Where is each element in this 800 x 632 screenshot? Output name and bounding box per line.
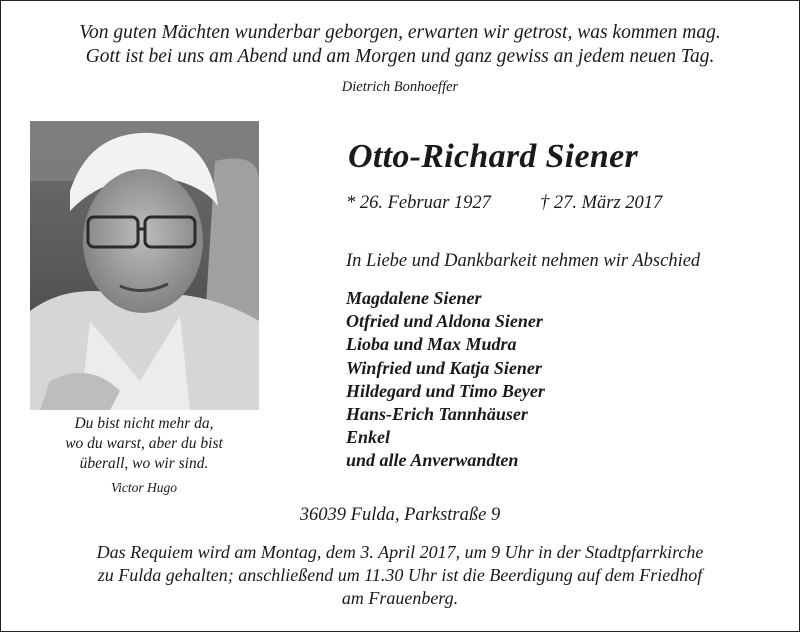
mourner-item: und alle Anverwandten — [346, 450, 519, 471]
portrait-photo-image — [30, 121, 259, 410]
announcement-line: Das Requiem wird am Montag, dem 3. April 2017, um 9 Uhr in der Stadtpfarrkirche — [96, 542, 704, 562]
top-quote-author: Dietrich Bonhoeffer — [341, 79, 459, 95]
portrait-photo — [30, 121, 259, 410]
mourner-item: Hildegard und Timo Beyer — [346, 380, 545, 401]
side-quote-author: Victor Hugo — [110, 480, 178, 495]
mourner-item: Winfried und Katja Siener — [346, 357, 542, 378]
deceased-name: Otto-Richard Siener — [348, 138, 639, 175]
announcement-line: zu Fulda gehalten; anschließend um 11.30 Uhr ist die Beerdigung auf dem Friedhof — [97, 565, 703, 585]
top-quote-line: Gott ist bei uns am Abend und am Morgen und ganz gewiss an jedem neuen Tag. — [85, 46, 715, 67]
mourners-list — [346, 287, 545, 473]
address: 36039 Fulda, Parkstraße 9 — [299, 505, 501, 525]
side-quote-line: wo du warst, aber du bist — [65, 435, 223, 452]
mourner-item: Enkel — [346, 427, 391, 448]
death-date: † 27. März 2017 — [540, 193, 663, 213]
birth-date: * 26. Februar 1927 — [346, 193, 491, 213]
announcement-line: am Frauenberg. — [341, 588, 459, 608]
funeral-announcement — [40, 541, 760, 610]
farewell-text: In Liebe und Dankbarkeit nehmen wir Abschied — [346, 251, 701, 271]
side-quote-line: Du bist nicht mehr da, — [74, 415, 214, 432]
side-quote-line: überall, wo wir sind. — [79, 455, 209, 472]
life-dates — [346, 193, 663, 214]
mourner-item: Magdalene Siener — [346, 288, 482, 308]
top-quote — [20, 21, 780, 69]
side-quote — [28, 414, 260, 474]
mourner-item: Otfried und Aldona Siener — [346, 311, 543, 332]
mourner-item: Hans-Erich Tannhäuser — [346, 404, 528, 425]
top-quote-line: Von guten Mächten wunderbar geborgen, erwarten wir getrost, was kommen mag. — [79, 22, 721, 43]
mourner-item: Lioba und Max Mudra — [346, 334, 517, 355]
